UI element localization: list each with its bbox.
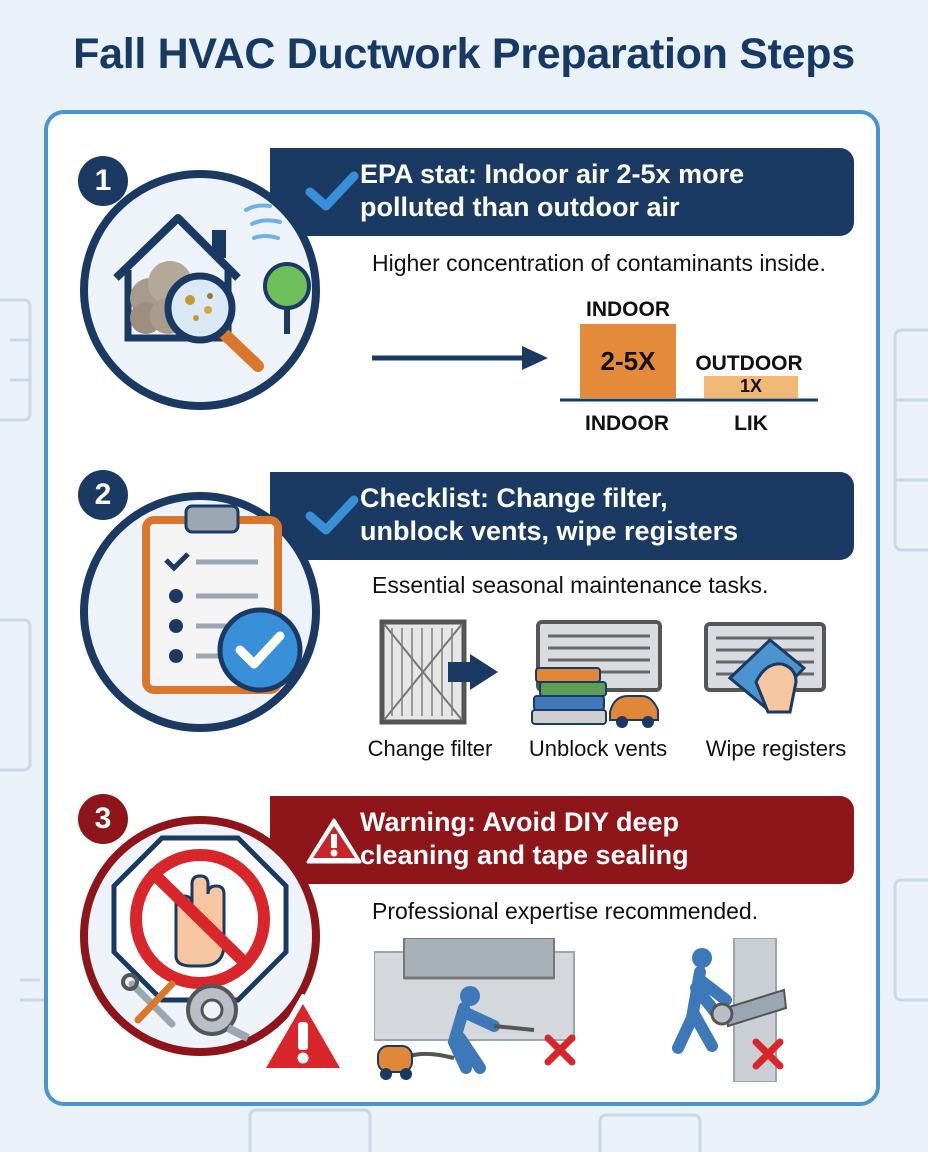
- air-filter-icon: [376, 618, 506, 728]
- tree-icon: [265, 264, 309, 334]
- arrow-icon: [372, 346, 548, 370]
- outdoor-value-label: 1X: [739, 376, 763, 396]
- outdoor-top-label: OUTDOOR: [695, 352, 803, 375]
- step-1-illustration: [80, 170, 320, 410]
- indoor-value-label: 2-5X: [600, 346, 656, 376]
- checkmark-badge-icon: [220, 610, 300, 690]
- step-2-subtitle: Essential seasonal maintenance tasks.: [372, 572, 769, 598]
- step-3-number: 3: [78, 794, 128, 844]
- step-1-heading-line1: EPA stat: Indoor air 2-5x more: [360, 159, 745, 189]
- step-1-heading-line2: polluted than outdoor air: [360, 192, 680, 222]
- page-title: Fall HVAC Ductwork Preparation Steps: [73, 30, 855, 78]
- step-2-number: 2: [78, 470, 128, 520]
- task-label-unblock-vents: Unblock vents: [528, 736, 668, 761]
- vent-books-icon: [526, 618, 666, 728]
- task-label-wipe-registers: Wipe registers: [705, 736, 847, 761]
- step-1-number: 1: [78, 156, 128, 206]
- step-1-banner: [270, 148, 854, 236]
- wipe-register-icon: [700, 618, 830, 728]
- step-1-subtitle: Higher concentration of contaminants inside.: [372, 250, 826, 276]
- task-label-change-filter: Change filter: [367, 736, 493, 761]
- indoor-top-label: INDOOR: [586, 298, 670, 321]
- warning-triangle-icon: [254, 992, 352, 1080]
- outdoor-axis-label: LIK: [734, 412, 768, 435]
- airflow-icon: [246, 206, 280, 239]
- step-3-heading-line1: Warning: Avoid DIY deep: [360, 807, 680, 837]
- stop-hand-icon: [114, 838, 286, 1000]
- warning-triangle-icon: [304, 816, 364, 866]
- checkmark-icon: [304, 492, 360, 538]
- step-3-banner: [270, 796, 854, 884]
- duct-cleaning-worker-icon: [374, 938, 614, 1082]
- step-2-illustration: [80, 492, 320, 732]
- indoor-axis-label: INDOOR: [585, 412, 669, 435]
- step-3-heading-line2: cleaning and tape sealing: [360, 840, 689, 870]
- checkmark-icon: [304, 168, 360, 214]
- step-2-banner: [270, 472, 854, 560]
- step-2-heading-line2: unblock vents, wipe registers: [360, 516, 739, 546]
- magnifier-icon: [168, 276, 258, 366]
- tape-sealing-worker-icon: [656, 938, 816, 1082]
- step-3-subtitle: Professional expertise recommended.: [372, 898, 759, 924]
- step-2-heading-line1: Checklist: Change filter,: [360, 483, 668, 513]
